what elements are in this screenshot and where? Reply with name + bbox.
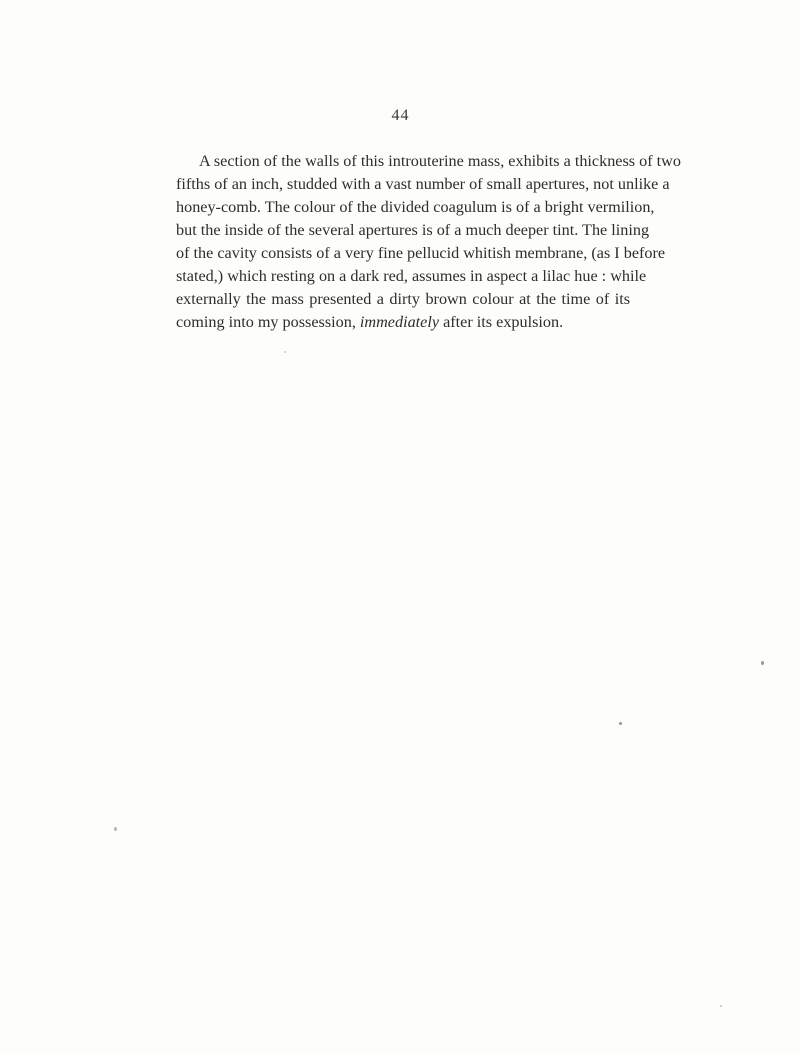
italic-emphasis: immediately: [359, 313, 440, 331]
paragraph-line: A section of the walls of this introuterine mass, exhibits a thickness of two: [199, 152, 681, 170]
paper-speck: [720, 1005, 722, 1007]
paper-speck: [284, 351, 286, 353]
page-number: 44: [391, 107, 410, 124]
paragraph-line: fifths of an inch, studded with a vast number of small apertures, not unlike a: [176, 175, 670, 193]
paragraph-line: but the inside of the several apertures is of a much deeper tint. The lining: [176, 221, 650, 239]
paragraph: [176, 150, 681, 334]
paragraph-line: stated,) which resting on a dark red, assumes in aspect a lilac hue : while: [176, 267, 647, 285]
paper-speck: [114, 827, 117, 831]
text-run: coming into my possession,: [176, 313, 360, 331]
paragraph-line: of the cavity consists of a very fine pellucid whitish membrane, (as I before: [176, 244, 666, 262]
paper-speck: [761, 661, 764, 665]
text-run: after its expulsion.: [439, 313, 564, 331]
paragraph-line-last: [176, 311, 630, 334]
paragraph-line: honey-comb. The colour of the divided coagulum is of a bright vermilion,: [176, 198, 655, 216]
paragraph-line: externally the mass presented a dirty brown colour at the time of its: [176, 290, 630, 308]
paper-speck: [619, 722, 622, 725]
